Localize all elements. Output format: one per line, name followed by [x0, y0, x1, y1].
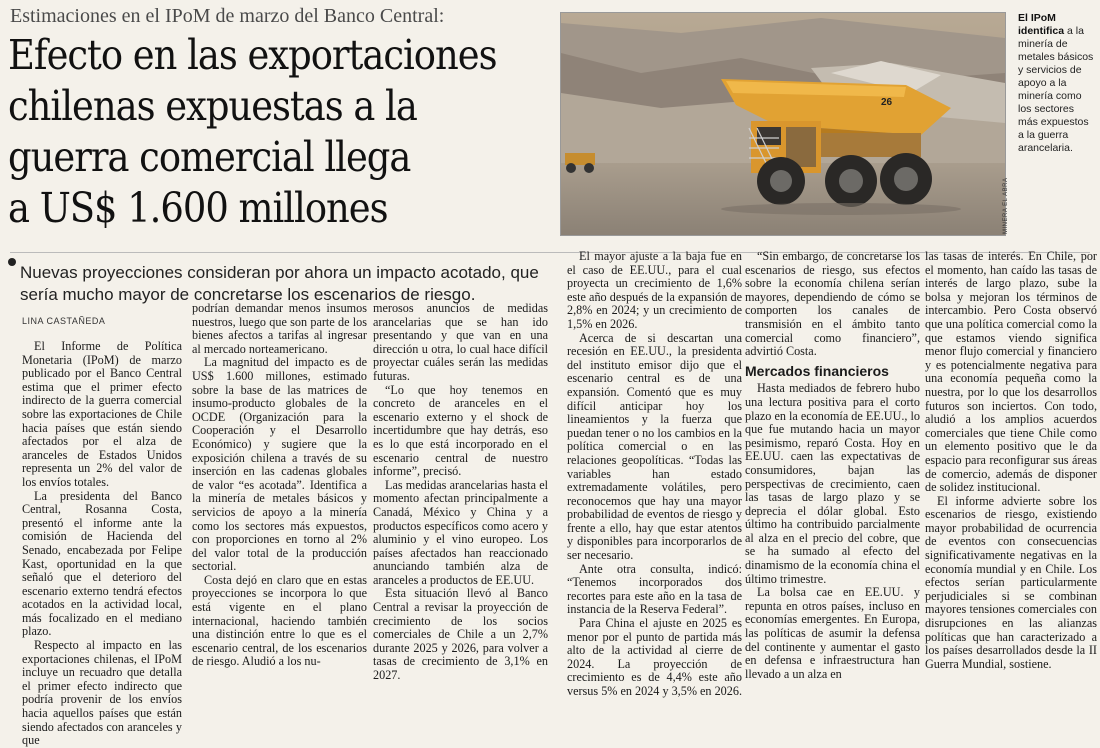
byline: LINA CASTAÑEDA: [22, 316, 106, 326]
paragraph: Hasta mediados de febrero hubo una lectura positiva para el corto plazo en la economía de EE.UU., lo que fue mutando hacia un mayor pesimismo, reparó Costa. Hoy en EE.UU. caen las expectativas de consumidores, bajan las perspectivas de crecimiento, caen las tasas de largo plazo y se deprecia el dólar global. Esto último ha contribuido parcialmente al alza en el precio del cobre, que se ha sumado al efecto del dinamismo de la economía china el último trimestre.: [745, 381, 920, 586]
article-column-5: [745, 250, 920, 698]
section-heading: Mercados financieros: [745, 362, 889, 379]
paragraph: las tasas de interés. En Chile, por el momento, han caído las tasas de interés de largo plazo, sube la bolsa y mejoran los términos de intercambio. Pero Costa observó que una política comercial como la que estamos viendo significa menor flujo comercial y financiero y es potencialmente negativa para una economía pequeña como la nuestra, por lo que los desarrollos futuros son inciertos. Con todo, aludió a los amplios acuerdos comerciales que tiene Chile como un elemento positivo que le da espacio para reconfigurar sus áreas de comercio, además de disponer de solidez institucional.: [925, 249, 1097, 495]
headline-line: a US$ 1.600 millones: [8, 184, 388, 232]
photo-caption: [1018, 12, 1096, 155]
mining-truck-illustration: [561, 13, 1005, 235]
mining-truck-photo: [560, 12, 1006, 236]
article-column-4: [567, 250, 742, 698]
photo-credit: MINERA EL ABRA: [1003, 177, 1009, 234]
headline-line: guerra comercial llega: [8, 133, 411, 181]
headline-line: Efecto en las exportaciones: [8, 31, 497, 79]
paragraph: La presidenta del Banco Central, Rosanna Costa, presentó el informe ante la comisión de Hacienda del Senado, encabezada por Felipe Kast, oportunidad en la que señaló que el deterioro del escenario externo tendrá efectos acotados en la actividad local, más focalizado en el mediano plazo.: [22, 488, 182, 639]
deck-bullet-icon: [8, 258, 16, 266]
paragraph: Las medidas arancelarias hasta el momento afectan principalmente a Canadá, México y China y a productos específicos como acero y aluminio y el vino europeo. Los países afectados han reaccionado anunciando también alza de aranceles a productos de EE.UU.: [373, 477, 548, 587]
paragraph: “Sin embargo, de concretarse los escenarios de riesgo, sus efectos sobre la economía chilena serían mayores, dependiendo de cómo se comporten los canales de transmisión en el ámbito tanto comercial como financiero”, advirtió Costa.: [745, 249, 920, 359]
article-column-3: [373, 302, 548, 698]
headline-line: chilenas expuestas a la: [8, 82, 417, 130]
caption-text: a la minería de metales básicos y servicios de apoyo a la minería como los sectores más expuestos a la guerra arancelaria.: [1018, 25, 1094, 154]
article-column-1: [22, 339, 182, 748]
paragraph: Para China el ajuste en 2025 es menor por el punto de partida más alto de la actividad al cierre de 2024. La proyección de crecimiento es de 4,4% este año versus 5% en 2024 y 3,5% en 2026.: [567, 616, 742, 698]
deck: Nuevas proyecciones consideran por ahora un impacto acotado, que sería mucho mayor de concretarse los escenarios de riesgo.: [20, 263, 539, 304]
paragraph: Respecto al impacto en las exportaciones chilenas, el IPoM incluye un recuadro que detalla el primer efecto indirecto que podría provenir de los envíos hacia aquellos países que están siendo afectados con aranceles y que: [22, 638, 182, 748]
truck-number: 26: [881, 97, 893, 108]
paragraph: La magnitud del impacto es de US$ 1.600 millones, estimado sobre la base de las matrices de insumo-producto globales de la OCDE (Organización para la Cooperación y el Desarrollo Económico) y sugiere que la exposición chilena a través de su inserción en las cadenas globales de valor “es acotada”. Identifica a la minería de metales básicos y servicios de apoyo a la minería como los sectores más expuestos, con proporciones en torno al 2% del valor total de la producción sectorial.: [192, 355, 367, 574]
headline: [8, 30, 553, 234]
truck-wheels: [757, 153, 932, 207]
paragraph: Ante otra consulta, indicó: “Tenemos incorporados dos recortes para este año en la tasa de instancia de la Reserva Federal”.: [567, 561, 742, 617]
paragraph: Acerca de si descartan una recesión en EE.UU., la presidenta del instituto emisor dijo que el escenario central es de una expansión. Comentó que es muy difícil anticipar hoy los lineamientos y la fuerza que puedan tener o no los cambios en la política comercial o en las relaciones geopolíticas. “Todas las variables han estado extremadamente volátiles, pero reconocemos que hay una mayor probabilidad de eventos de riesgo y frente a ello, hay que estar atentos y disponibles para incorporarlos de ser necesario.: [567, 330, 742, 563]
paragraph: El informe advierte sobre los escenarios de riesgo, existiendo mayor probabilidad de ocurrencia de eventos con consecuencias significativamente negativas en la economía mundial y en Chile. Los efectos serían particularmente perjudiciales si se combinan mayores tensiones comerciales con disrupciones en las alianzas políticas que han caracterizado a los países desarrollados desde la II Guerra Mundial, sostiene.: [925, 493, 1097, 671]
paragraph: Esta situación llevó al Banco Central a revisar la proyección de crecimiento de los socios comerciales de Chile a un 2,7% durante 2025 y 2026, para volver a tasas de crecimiento de 3,1% en 2027.: [373, 586, 548, 683]
paragraph: podrían demandar menos insumos nuestros, luego que son parte de los bienes afectos a tarifas al ingresar al mercado norteamericano.: [192, 301, 367, 356]
paragraph: El mayor ajuste a la baja fue en el caso de EE.UU., para el cual proyecta un crecimiento de 1,6% este año después de la expansión de 2,8% en 2024; y un crecimiento de 1,5% en 2026.: [567, 249, 742, 331]
paragraph: La bolsa cae en EE.UU. y repunta en otros países, incluso en economías emergentes. En Europa, las políticas de asumir la defensa del continente y aumentar el gasto en defensa e infraestructura han llevado a un alza en: [745, 585, 920, 681]
article-column-2: [192, 302, 367, 698]
paragraph: merosos anuncios de medidas arancelarias que se han ido presentando y que van en una dirección u otra, lo cual hace difícil proyectar cuáles serán las medidas futuras.: [373, 301, 548, 383]
paragraph: Costa dejó en claro que en estas proyecciones se incorpora lo que está vigente en el plano internacional, haciendo también una distinción entre lo que es el escenario central, de los escenarios de riesgo. Aludió a los nu-: [192, 572, 367, 669]
article-column-6: [925, 250, 1097, 698]
paragraph: “Lo que hoy tenemos en concreto de aranceles en el escenario externo y el shock de incertidumbre que hay detrás, eso es lo que está incorporado en el escenario central de nuestro informe”, precisó.: [373, 382, 548, 479]
caption-bold: El IPoM identifica: [1018, 12, 1065, 37]
kicker: Estimaciones en el IPoM de marzo del Banco Central:: [10, 5, 445, 27]
paragraph: El Informe de Política Monetaria (IPoM) de marzo publicado por el Banco Central estima que el primer efecto indirecto de la guerra comercial sobre las exportaciones de Chile hacia países que están siendo afectados por el alza de aranceles de Estados Unidos representa un 2% del valor de los envíos totales.: [22, 339, 182, 489]
